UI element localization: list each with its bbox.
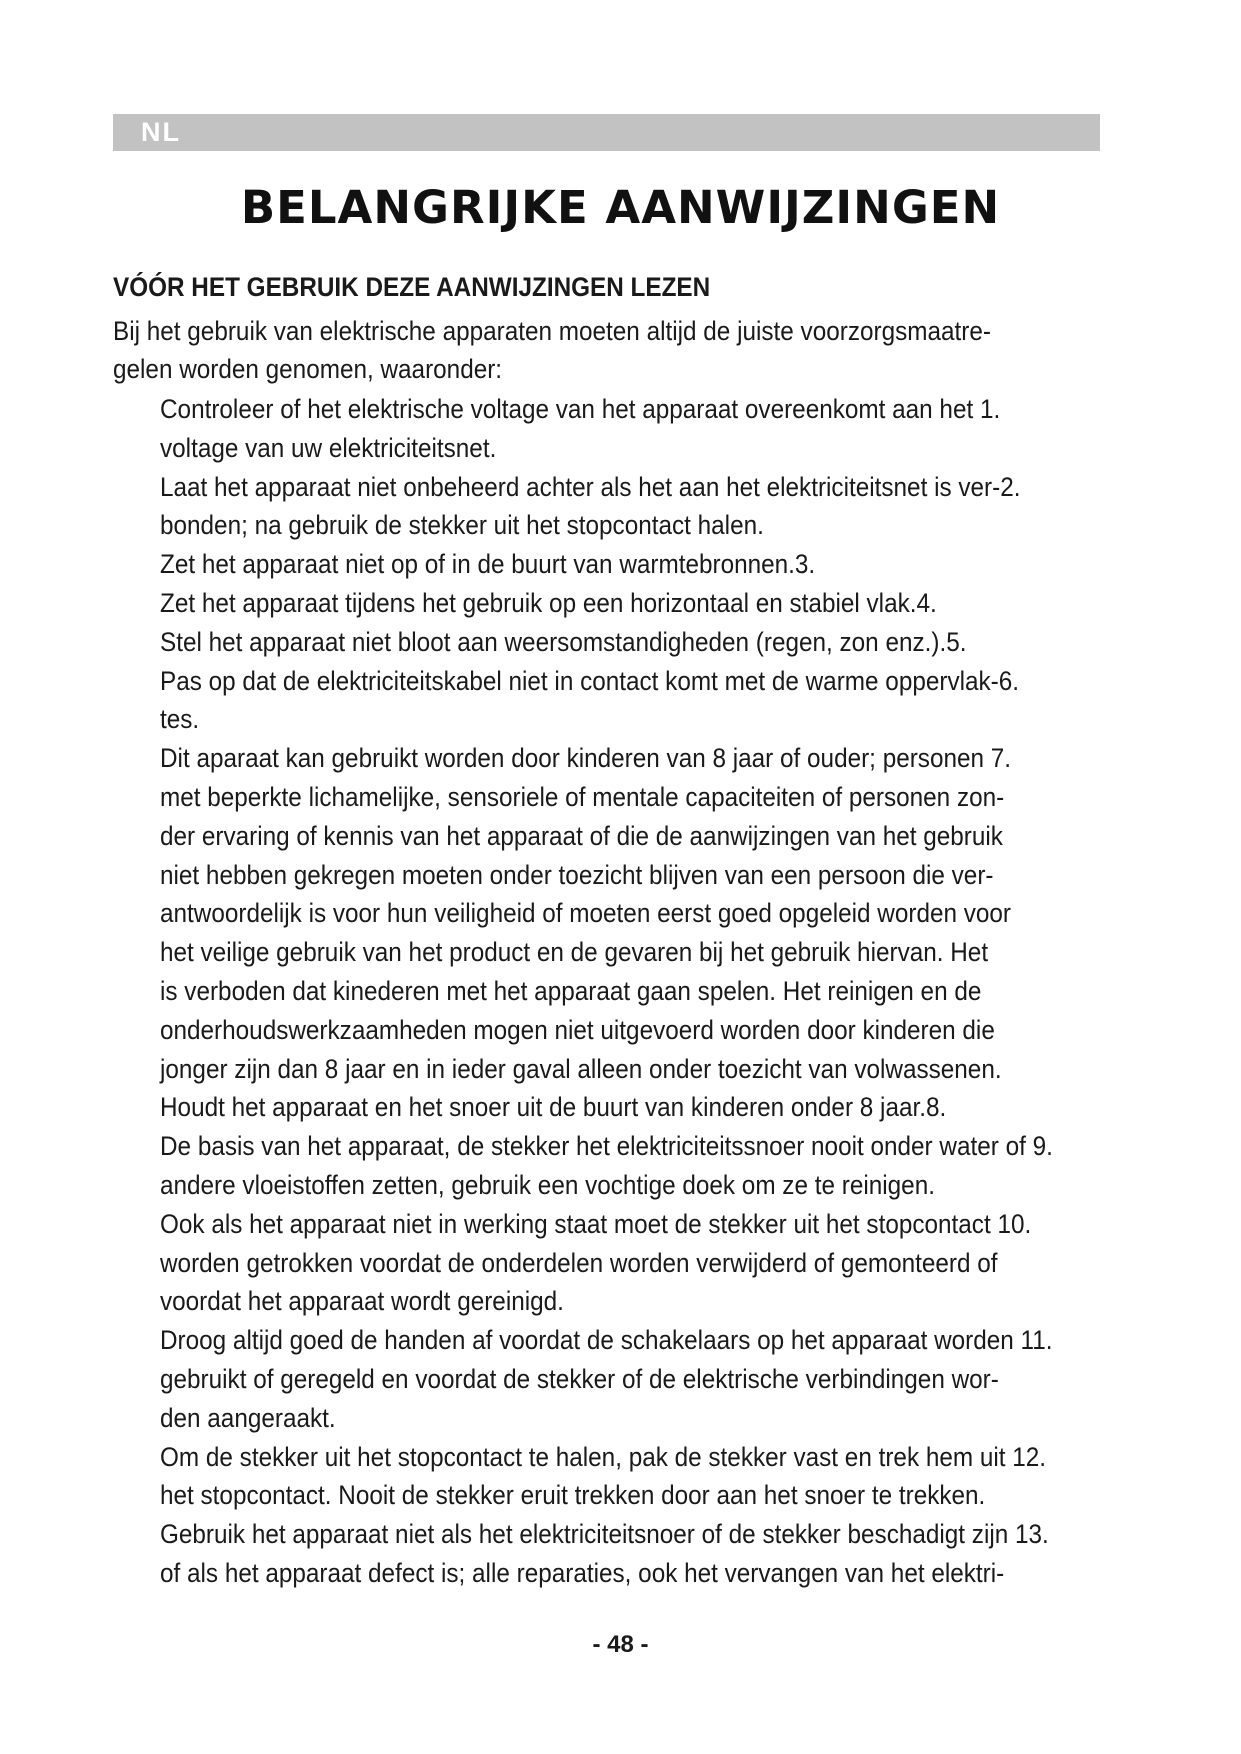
list-item — [160, 584, 1160, 623]
list-item-line: den aangeraakt. — [160, 1402, 336, 1433]
page-title: BELANGRIJKE AANWIJZINGEN — [240, 181, 1001, 234]
list-item-line: De basis van het apparaat, de stekker het elektriciteitssnoer nooit onder water of 9. — [160, 1131, 1053, 1162]
list-item-line: voltage van uw elektriciteitsnet. — [160, 432, 497, 463]
list-item-line: Zet het apparaat tijdens het gebruik op een horizontaal en stabiel vlak.4. — [160, 587, 937, 618]
intro-line: gelen worden genomen, waaronder: — [113, 354, 503, 384]
language-bar — [113, 114, 1100, 151]
list-item-line: Zet het apparaat niet op of in de buurt van warmtebronnen.3. — [160, 549, 816, 580]
list-item-line: Pas op dat de elektriciteitskabel niet in contact komt met de warme oppervlak-6. — [160, 665, 1020, 696]
list-item-line: Ook als het apparaat niet in werking staat moet de stekker uit het stopcontact 10. — [160, 1208, 1032, 1239]
list-item-line: Houdt het apparaat en het snoer uit de buurt van kinderen onder 8 jaar.8. — [160, 1092, 947, 1123]
instruction-list — [160, 390, 1160, 1593]
list-item-line: Stel het apparaat niet bloot aan weersomstandigheden (regen, zon enz.).5. — [160, 626, 967, 657]
list-item — [160, 1515, 1160, 1593]
list-item-line: het stopcontact. Nooit de stekker eruit trekken door aan het snoer te trekken. — [160, 1480, 986, 1511]
list-item-line: der ervaring of kennis van het apparaat of die de aanwijzingen van het gebruik — [160, 820, 1003, 851]
list-item — [160, 1127, 1160, 1205]
list-item — [160, 390, 1160, 468]
list-item-line: Om de stekker uit het stopcontact te halen, pak de stekker vast en trek hem uit 12. — [160, 1441, 1047, 1472]
list-item-line: gebruikt of geregeld en voordat de stekker of de elektrische verbindingen wor- — [160, 1363, 999, 1394]
list-item-line: Controleer of het elektrische voltage van het apparaat overeenkomt aan het 1. — [160, 394, 1001, 424]
list-item — [160, 662, 1160, 740]
list-item-line: tes. — [160, 704, 200, 735]
list-item-line: jonger zijn dan 8 jaar en in ieder gaval alleen onder toezicht van volwassenen. — [160, 1053, 1002, 1084]
list-item-line: het veilige gebruik van het product en de gevaren bij het gebruik hiervan. Het — [160, 937, 989, 968]
list-item — [160, 468, 1160, 546]
list-item — [160, 623, 1160, 662]
list-item-line: Laat het apparaat niet onbeheerd achter als het aan het elektriciteitsnet is ver-2. — [160, 471, 1021, 502]
list-item-line: niet hebben gekregen moeten onder toezicht blijven van een persoon die ver- — [160, 859, 994, 890]
list-item — [160, 739, 1160, 1088]
section-subtitle: VÓÓR HET GEBRUIK DEZE AANWIJZINGEN LEZEN — [113, 272, 711, 302]
list-item-line: onderhoudswerkzaamheden mogen niet uitgevoerd worden door kinderen die — [160, 1014, 995, 1045]
intro-line: Bij het gebruik van elektrische apparaten moeten altijd de juiste voorzorgsmaatre- — [113, 316, 991, 346]
list-item-line: Droog altijd goed de handen af voordat de schakelaars op het apparaat worden 11. — [160, 1325, 1053, 1356]
list-item-line: Dit aparaat kan gebruikt worden door kinderen van 8 jaar of ouder; personen 7. — [160, 743, 1012, 774]
list-item-line: of als het apparaat defect is; alle reparaties, ook het vervangen van het elektri- — [160, 1557, 1005, 1588]
list-item — [160, 1438, 1160, 1516]
list-item-line: bonden; na gebruik de stekker uit het stopcontact halen. — [160, 510, 764, 541]
list-item-line: andere vloeistoffen zetten, gebruik een vochtige doek om ze te reinigen. — [160, 1169, 935, 1200]
list-item-line: Gebruik het apparaat niet als het elektriciteitsnoer of de stekker beschadigt zijn 13. — [160, 1519, 1049, 1550]
list-item-line: antwoordelijk is voor hun veiligheid of moeten eerst goed opgeleid worden voor — [160, 898, 1012, 929]
list-item — [160, 1321, 1160, 1437]
list-item — [160, 1205, 1160, 1321]
list-item — [160, 545, 1160, 584]
list-item-line: met beperkte lichamelijke, sensoriele of mentale capaciteiten of personen zon- — [160, 781, 1005, 812]
list-item-line: worden getrokken voordat de onderdelen worden verwijderd of gemonteerd of — [160, 1247, 998, 1278]
language-label: NL — [141, 117, 181, 147]
intro-paragraph — [113, 312, 1123, 388]
list-item — [160, 1088, 1160, 1127]
list-item-line: voordat het apparaat wordt gereinigd. — [160, 1286, 564, 1317]
page-number: - 48 - — [592, 1631, 649, 1658]
list-item-line: is verboden dat kinederen met het apparaat gaan spelen. Het reinigen en de — [160, 975, 982, 1006]
